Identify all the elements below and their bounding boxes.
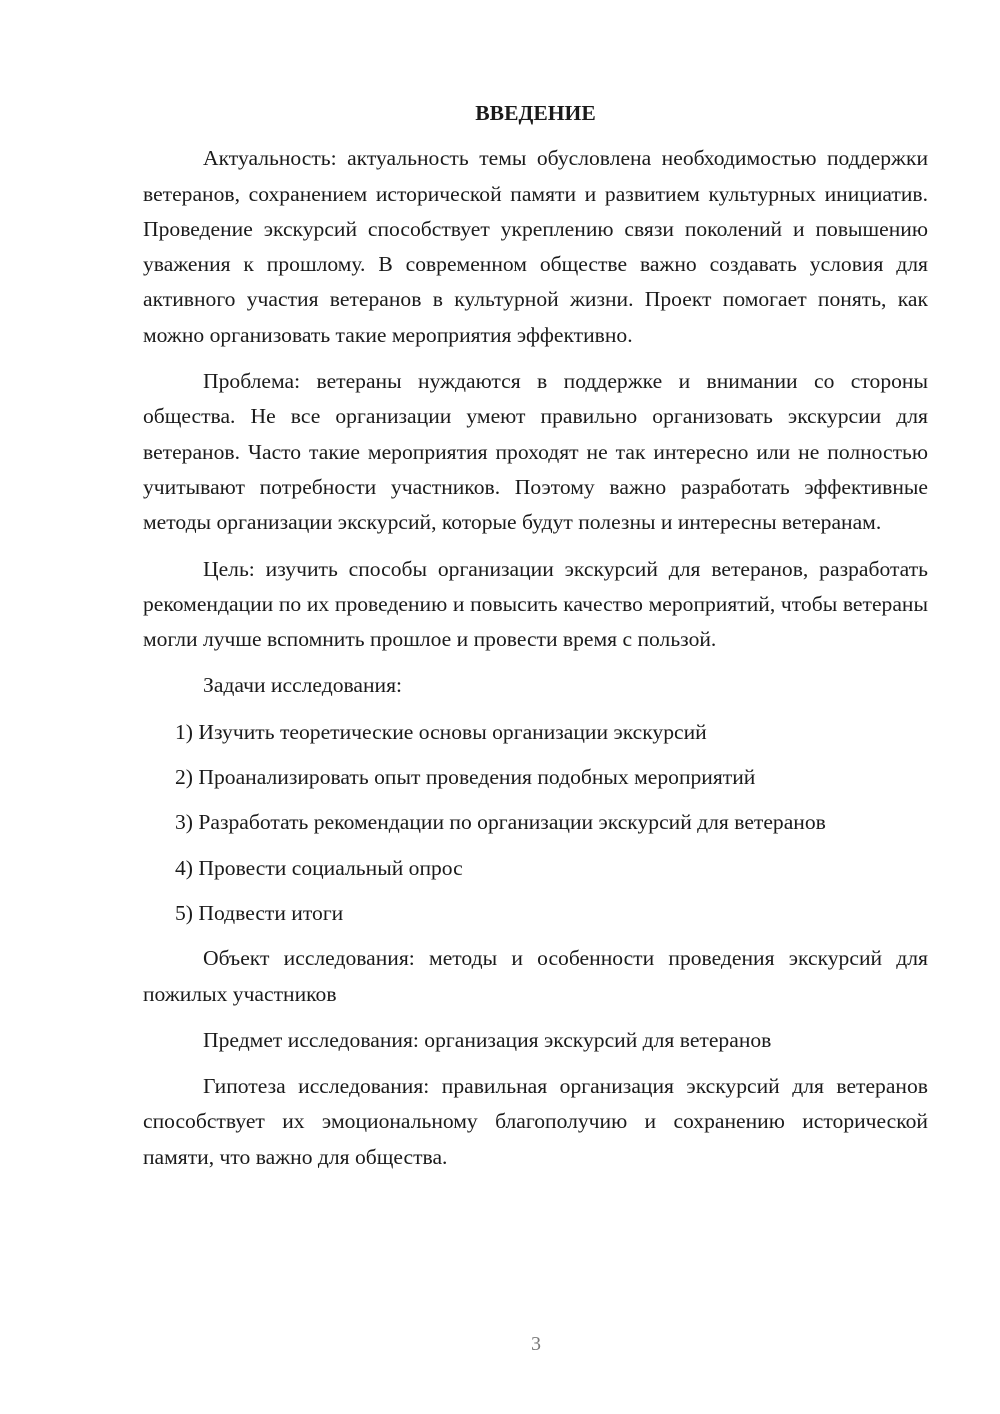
paragraph-subject: Предмет исследования: организация экскурсий для ветеранов [203,1027,772,1052]
page-content [143,96,928,1186]
paragraph-problem: Проблема: ветераны нуждаются в поддержке и внимании со стороны общества. Не все организации умеют правильно организовать экскурсии для ветеранов. Часто такие мероприятия проходят не так интересно или не полностью учитывают потребности участников. Поэтому важно разработать эффективные методы организации экскурсий, которые будут полезны и интересны ветеранам. [143,369,928,535]
task-item: 4) Провести социальный опрос [175,855,463,880]
paragraph-object: Объект исследования: методы и особенности проведения экскурсий для пожилых участников [143,946,928,1006]
task-item: 2) Проанализировать опыт проведения подобных мероприятий [175,765,756,790]
paragraph-hypothesis: Гипотеза исследования: правильная организация экскурсий для ветеранов способствует их эмоциональному благополучию и сохранению исторической памяти, что важно для общества. [143,1074,928,1169]
task-item: 5) Подвести итоги [175,900,344,925]
paragraph-tasks-intro: Задачи исследования: [203,673,403,698]
page-number: 3 [531,1333,541,1355]
paragraph-relevance: Актуальность: актуальность темы обусловлена необходимостью поддержки ветеранов, сохранением исторической памяти и развитием культурных инициатив. Проведение экскурсий способствует укреплению связи поколений и повышению уважения к прошлому. В современном обществе важно создавать условия для активного участия ветеранов в культурной жизни. Проект помогает понять, как можно организовать такие мероприятия эффективно. [143,146,928,347]
task-item: 3) Разработать рекомендации по организации экскурсий для ветеранов [175,810,826,835]
task-item: 1) Изучить теоретические основы организации экскурсий [175,719,707,744]
section-heading: ВВЕДЕНИЕ [475,101,596,125]
paragraph-goal: Цель: изучить способы организации экскурсий для ветеранов, разработать рекомендации по их проведению и повысить качество мероприятий, чтобы ветераны могли лучше вспомнить прошлое и провести время с пользой. [143,556,928,652]
